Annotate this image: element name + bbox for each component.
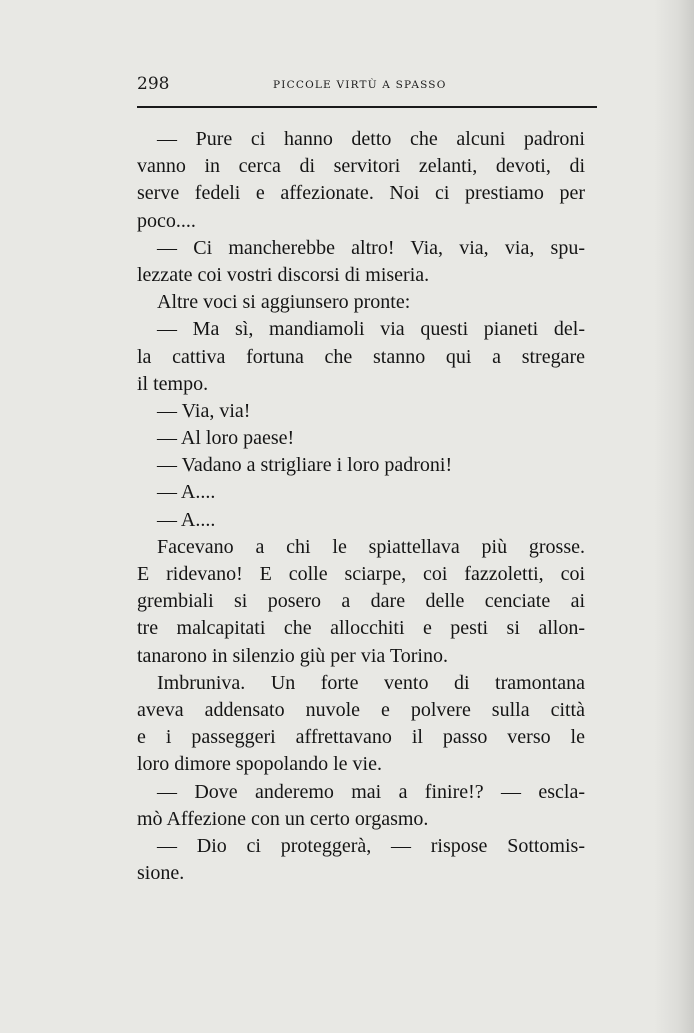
text-line: — Vadano a strigliare i loro padroni! bbox=[157, 454, 453, 477]
text-line: — Ma sì, mandiamoli via questi pianeti del- bbox=[157, 318, 585, 341]
text-line: — A.... bbox=[157, 508, 216, 531]
text-line: aveva addensato nuvole e polvere sulla città bbox=[137, 698, 585, 721]
text-line: poco.... bbox=[137, 209, 196, 232]
text-line: — Dio ci proteggerà, — rispose Sottomis- bbox=[157, 834, 585, 857]
running-head bbox=[137, 74, 597, 98]
text-line: Altre voci si aggiunsero pronte: bbox=[157, 291, 411, 314]
text-line: serve fedeli e affezionate. Noi ci prestiamo per bbox=[137, 182, 585, 205]
text-line: E ridevano! E colle sciarpe, coi fazzoletti, coi bbox=[137, 563, 585, 585]
page-number: 298 bbox=[137, 74, 170, 94]
text-line: — Pure ci hanno detto che alcuni padroni bbox=[157, 128, 585, 150]
text-line: tanarono in silenzio giù per via Torino. bbox=[137, 644, 448, 667]
text-line: grembiali si posero a dare delle cenciate ai bbox=[137, 590, 585, 613]
body-text bbox=[137, 126, 585, 887]
text-line: — Al loro paese! bbox=[157, 427, 295, 450]
text-line: tre malcapitati che allocchiti e pesti si allon- bbox=[137, 617, 585, 640]
header-rule bbox=[137, 106, 597, 108]
text-line: la cattiva fortuna che stanno qui a stregare bbox=[137, 345, 585, 368]
text-line: — Dove anderemo mai a finire!? — escla- bbox=[157, 780, 585, 803]
text-line: — Via, via! bbox=[157, 399, 251, 422]
text-line: mò Affezione con un certo orgasmo. bbox=[137, 807, 429, 830]
text-line: Facevano a chi le spiattellava più grosse. bbox=[157, 535, 585, 558]
text-line: — A.... bbox=[157, 481, 216, 504]
running-title: PICCOLE VIRTÙ A SPASSO bbox=[273, 79, 447, 91]
text-line: vanno in cerca di servitori zelanti, devoti, di bbox=[137, 155, 585, 178]
text-line: e i passeggeri affrettavano il passo verso le bbox=[137, 726, 585, 749]
text-line: Imbruniva. Un forte vento di tramontana bbox=[157, 671, 585, 694]
text-line: il tempo. bbox=[137, 372, 209, 395]
text-line: sione. bbox=[137, 862, 185, 885]
text-line: loro dimore spopolando le vie. bbox=[137, 753, 382, 776]
text-line: lezzate coi vostri discorsi di miseria. bbox=[137, 263, 430, 286]
page-edge-shadow bbox=[654, 0, 694, 1033]
text-line: — Ci mancherebbe altro! Via, via, via, spu- bbox=[157, 236, 585, 259]
